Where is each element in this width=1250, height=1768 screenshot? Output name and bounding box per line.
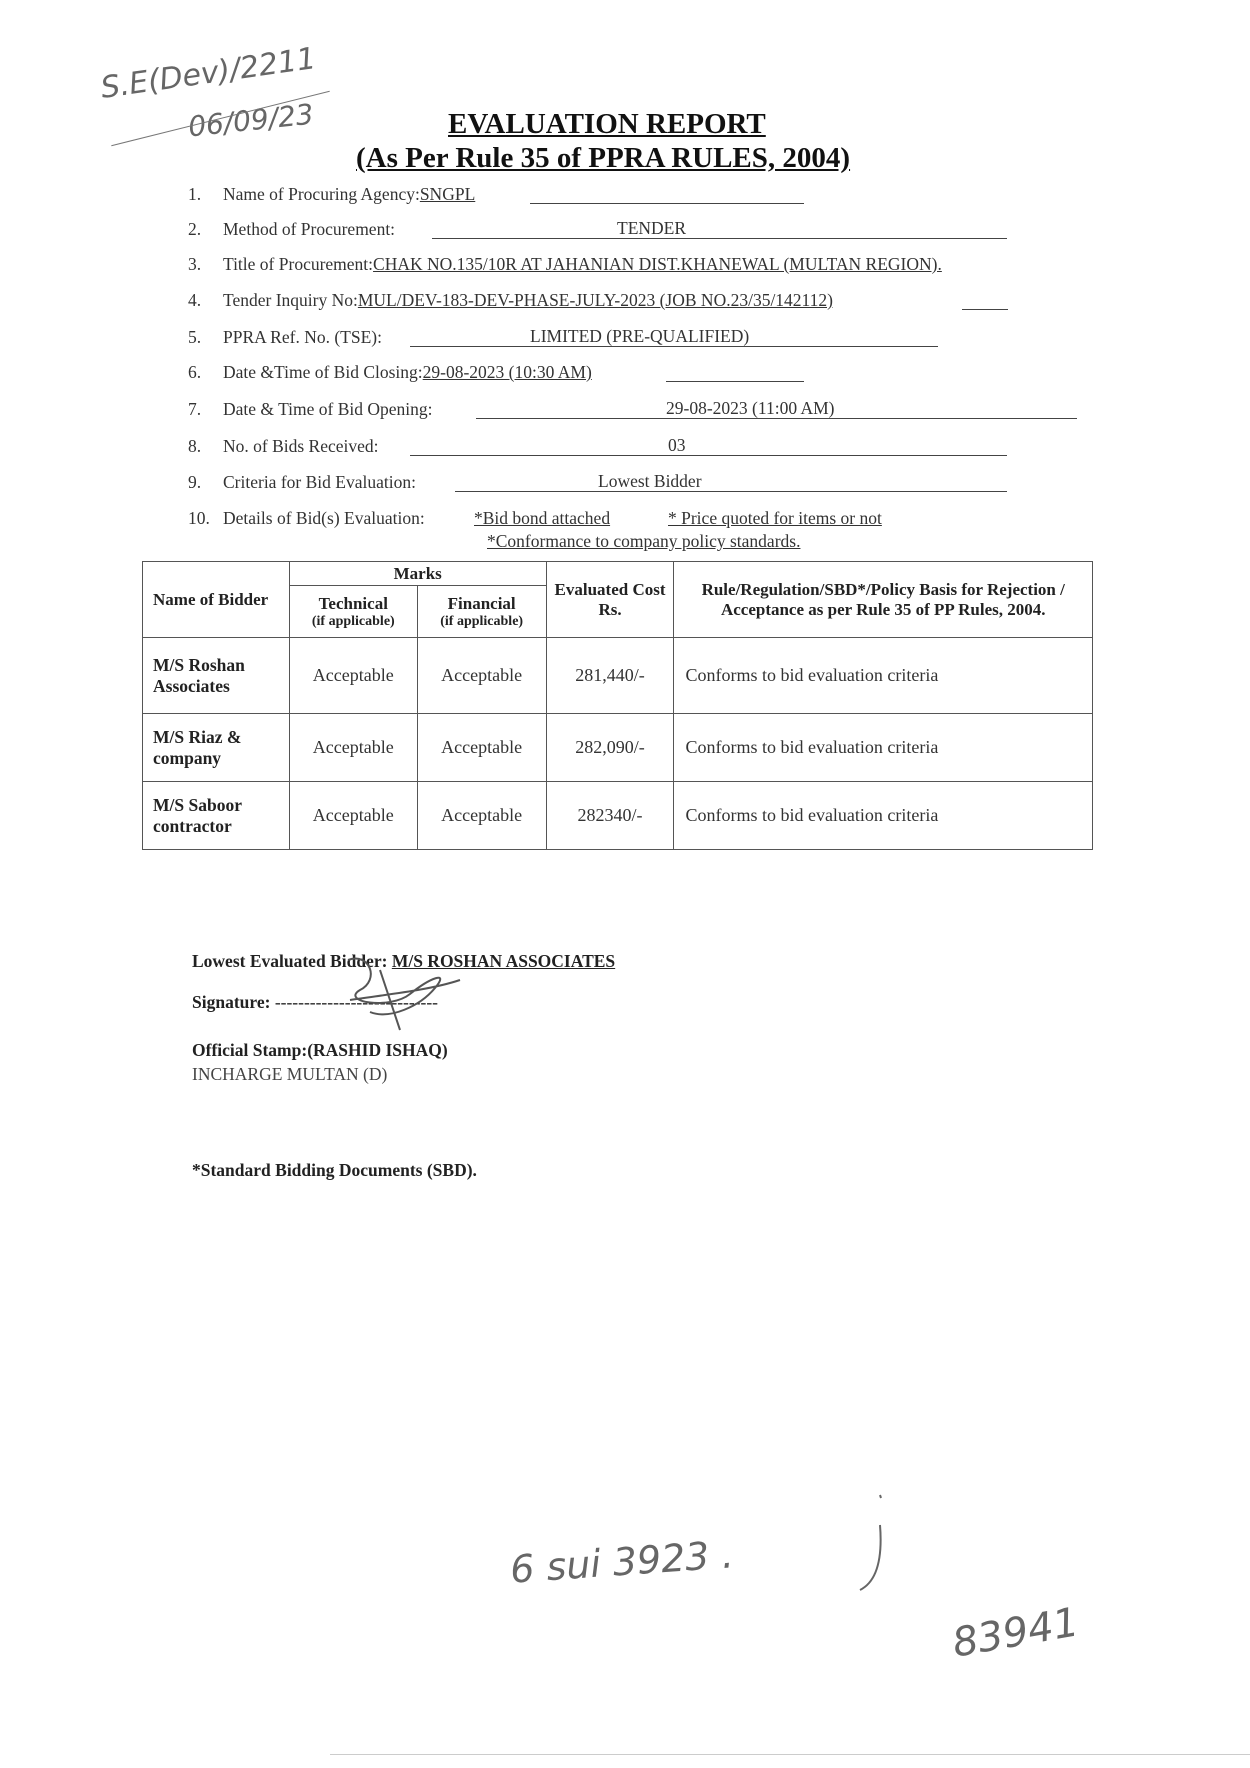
technical-mark: Acceptable <box>289 782 417 850</box>
signature-dashes: ---------------------------- <box>274 992 438 1012</box>
header-financial <box>417 586 546 638</box>
field-evaluation-criteria <box>188 472 416 493</box>
header-technical-label: Technical <box>318 593 388 613</box>
field-label: Criteria for Bid Evaluation: <box>223 472 416 492</box>
field-bid-closing <box>188 362 592 383</box>
page-title: EVALUATION REPORT <box>448 108 766 140</box>
technical-mark: Acceptable <box>289 638 417 714</box>
field-value: CHAK NO.135/10R AT JAHANIAN DIST.KHANEWAL (MULTAN REGION). <box>373 254 942 274</box>
evaluated-cost: 282340/- <box>546 782 674 850</box>
sbd-footnote: *Standard Bidding Documents (SBD). <box>192 1160 477 1180</box>
header-marks: Marks <box>289 562 546 586</box>
field-underline <box>410 455 1007 456</box>
handwritten-note-bottom: 6 sui 3923 . <box>508 1532 735 1592</box>
field-value-secondary: * Price quoted for items or not <box>668 508 882 528</box>
field-number: 3. <box>188 254 202 274</box>
field-procuring-agency <box>188 184 475 205</box>
field-tender-inquiry <box>188 290 833 311</box>
field-number: 8. <box>188 436 202 456</box>
field-value: SNGPL <box>419 184 476 204</box>
field-title-of-procurement <box>188 254 942 275</box>
field-value: 29-08-2023 (10:30 AM) <box>422 362 592 382</box>
field-value-tertiary: *Conformance to company policy standards. <box>487 531 801 551</box>
field-label: Details of Bid(s) Evaluation: <box>223 508 425 528</box>
field-value: 29-08-2023 (11:00 AM) <box>666 398 835 418</box>
scan-edge-line <box>330 1754 1250 1755</box>
handwritten-j-stroke-icon <box>850 1490 900 1600</box>
field-underline <box>666 381 804 382</box>
bidder-name: M/S Saboor contractor <box>143 782 290 850</box>
header-bidder-name: Name of Bidder <box>143 562 290 638</box>
field-value: LIMITED (PRE-QUALIFIED) <box>530 326 750 346</box>
header-financial-label: Financial <box>447 593 516 613</box>
evaluation-table <box>142 561 1093 850</box>
table-row <box>143 714 1093 782</box>
table-header-row <box>143 562 1093 586</box>
header-evaluated-cost: Evaluated Cost Rs. <box>546 562 674 638</box>
lowest-bidder-label: Lowest Evaluated Bidder: <box>192 951 388 971</box>
field-number: 5. <box>188 327 202 347</box>
field-number: 1. <box>188 184 202 204</box>
field-number: 10. <box>188 508 210 528</box>
handwritten-date: 06/09/23 <box>186 97 316 144</box>
handwritten-reference: S.E(Dev)/2211 <box>98 41 319 106</box>
field-value: 03 <box>668 435 686 455</box>
field-label: Date &Time of Bid Closing: <box>223 362 423 382</box>
field-underline <box>530 203 804 204</box>
field-ppra-ref <box>188 327 382 348</box>
table-row <box>143 638 1093 714</box>
bidder-name: M/S Roshan Associates <box>143 638 290 714</box>
signature-label: Signature: <box>192 992 271 1012</box>
evaluated-cost: 282,090/- <box>546 714 674 782</box>
financial-mark: Acceptable <box>417 638 546 714</box>
bidder-name: M/S Riaz & company <box>143 714 290 782</box>
evaluated-cost: 281,440/- <box>546 638 674 714</box>
stamp-name: (RASHID ISHAQ) <box>307 1040 448 1060</box>
field-label: No. of Bids Received: <box>223 436 379 456</box>
field-value: TENDER <box>617 218 687 238</box>
header-basis: Rule/Regulation/SBD*/Policy Basis for Rejection / Acceptance as per Rule 35 of PP Rules, 2004. <box>674 562 1093 638</box>
field-label: Name of Procuring Agency: <box>223 184 420 204</box>
stamp-title: INCHARGE MULTAN (D) <box>192 1064 388 1084</box>
financial-mark: Acceptable <box>417 782 546 850</box>
technical-mark: Acceptable <box>289 714 417 782</box>
field-bid-opening <box>188 399 433 420</box>
field-label: Method of Procurement: <box>223 219 396 239</box>
financial-mark: Acceptable <box>417 714 546 782</box>
field-bid-evaluation-details <box>188 508 425 529</box>
lowest-bidder-value: M/S ROSHAN ASSOCIATES <box>391 951 616 971</box>
official-stamp <box>192 1040 448 1061</box>
field-value: *Bid bond attached <box>474 508 611 528</box>
field-number: 2. <box>188 219 202 239</box>
field-value: MUL/DEV-183-DEV-PHASE-JULY-2023 (JOB NO.23/35/142112) <box>357 290 833 310</box>
field-label: Title of Procurement: <box>223 254 374 274</box>
header-financial-note: (if applicable) <box>440 613 524 629</box>
stamp-label: Official Stamp: <box>192 1040 308 1060</box>
handwritten-number-bottom-right: 83941 <box>948 1599 1083 1667</box>
page-subtitle: (As Per Rule 35 of PPRA RULES, 2004) <box>356 142 851 174</box>
basis-text: Conforms to bid evaluation criteria <box>674 714 1093 782</box>
field-label: PPRA Ref. No. (TSE): <box>223 327 382 347</box>
field-underline <box>962 309 1008 310</box>
field-label: Date & Time of Bid Opening: <box>223 399 433 419</box>
field-number: 7. <box>188 399 202 419</box>
field-number: 6. <box>188 362 202 382</box>
basis-text: Conforms to bid evaluation criteria <box>674 638 1093 714</box>
signature-scribble-icon <box>330 950 470 1040</box>
field-value: Lowest Bidder <box>598 471 702 491</box>
table-row <box>143 782 1093 850</box>
field-label: Tender Inquiry No: <box>223 290 358 310</box>
field-method-of-procurement <box>188 219 395 240</box>
field-underline <box>455 491 1007 492</box>
field-bids-received <box>188 436 379 457</box>
field-number: 9. <box>188 472 202 492</box>
basis-text: Conforms to bid evaluation criteria <box>674 782 1093 850</box>
field-underline <box>432 238 1007 239</box>
header-technical-note: (if applicable) <box>311 613 395 629</box>
field-number: 4. <box>188 290 202 310</box>
header-technical <box>289 586 417 638</box>
